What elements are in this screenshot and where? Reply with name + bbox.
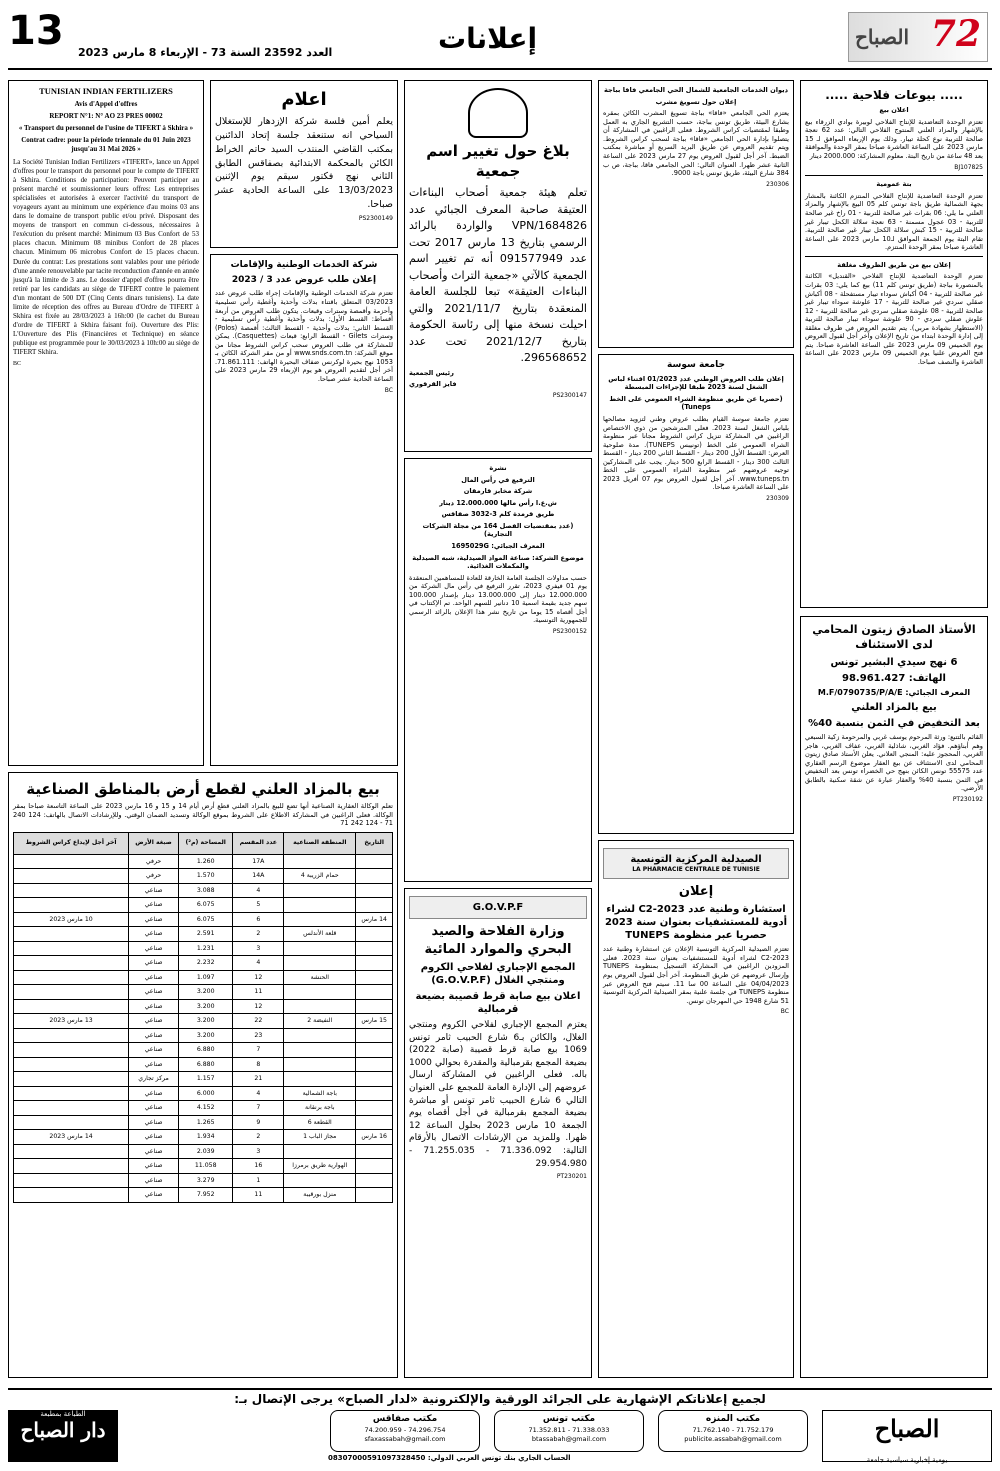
table-cell: 22 bbox=[233, 1014, 284, 1029]
table-cell bbox=[356, 1159, 393, 1174]
land-table bbox=[13, 832, 393, 1203]
table-cell bbox=[14, 1043, 129, 1058]
table-cell: 13 مارس 2023 bbox=[14, 1014, 129, 1029]
table-cell: 16 bbox=[233, 1159, 284, 1174]
table-cell: 1.097 bbox=[178, 970, 233, 985]
table-cell bbox=[284, 1028, 356, 1043]
table-cell bbox=[284, 854, 356, 869]
table-cell bbox=[284, 999, 356, 1014]
ad-subtitle: Avis d'Appel d'offres bbox=[74, 100, 138, 109]
ad-text: تعتزم الصيدلية المركزية التونسية الإعلان عن استشارة وطنية عدد C2-2023 لشراء أدوية للمستشفيات بعنوان سنة 2023. فعلى المزودين الراغبين في المشاركة التسجيل بمنظومة TUNEPS وإرسال عروضهم عن طريق المنظومة. آخر أجل لقبول العروض يوم 04/04/2023 على الساعة 00 سا 11. سيتم فتح العروض عبر منظومة TUNEPS في جلسة علنية بمقر الصيدلية المركزية التونسية 51 شارع 1948 حي المهرجان تونس. bbox=[603, 945, 790, 1005]
notice-object: موضوع الشركة: صناعة المواد الصيدلية، شبه الصيدلية والمكملات الغذائية. bbox=[412, 553, 584, 571]
ad-text: تعتزم شركة الخدمات الوطنية والإقامات إجراء طلب عروض عدد 03/2023 المتعلق باقتناء بدلات وأحذية وأغطية رأس تسليمية وأحزمة وأقمصة وسترات وقبعات. يتكون طلب العروض من أربعة أقساط: القسط الأول: بدلات وأحذية وأغطية رأس تسليمية - القسط الثاني: بدلات وأحذية - القسط الثالث: أقمصة (Polos) وسترات Gilets - القسط الرابع: قبعات (Casquettes). يمكن للمشاركة في طلب العروض سحب كراس الشروط مجانا من موقع الشركة: www.snds.com.tn أو من مقر الشركة الكائن بـ 1053 نهج بحيرة لوكرنس ضفاف البحيرة الهاتف: 71.861.111. آخر أجل لتقديم العروض هو يوم الإربعاء 29 مارس 2023 على الساعة الحادية عشر صباحا. bbox=[215, 289, 393, 383]
table-cell: 9 bbox=[233, 1115, 284, 1130]
table-cell: صناعي bbox=[129, 912, 179, 927]
table-cell: 7 bbox=[233, 1101, 284, 1116]
table-row bbox=[14, 1043, 393, 1058]
notice-address: طريق قرمدة كلم 3-3032 صفاقس bbox=[441, 510, 555, 519]
table-cell bbox=[284, 1144, 356, 1159]
table-cell bbox=[14, 1115, 129, 1130]
ad-ref: PT230192 bbox=[952, 796, 983, 804]
table-cell: الحنشة bbox=[284, 970, 356, 985]
table-cell bbox=[14, 898, 129, 913]
ad-tax-id: المعرف الجبائي: M.F/0790735/P/A/E bbox=[817, 687, 971, 697]
table-cell bbox=[14, 869, 129, 884]
table-cell: 3.200 bbox=[178, 985, 233, 1000]
table-cell bbox=[14, 1072, 129, 1087]
logo-number: 72 bbox=[930, 13, 981, 55]
table-cell: صناعي bbox=[129, 1101, 179, 1116]
page-header bbox=[8, 8, 992, 70]
table-cell: الهوارية طريق برمرزا bbox=[284, 1159, 356, 1174]
table-cell bbox=[284, 1173, 356, 1188]
table-row bbox=[14, 1130, 393, 1145]
table-cell: مجاز الباب 1 bbox=[284, 1130, 356, 1145]
ad-lawyer-auction bbox=[800, 616, 988, 1378]
table-cell: 11 bbox=[233, 985, 284, 1000]
ad-text: تعلم هيئة جمعية أصحاب البناءات العتيقة صاحبة المعرف الجبائي عدد VPN/1684826 والواردة بالرائد الرسمي بتاريخ 13 مارس 2017 تحت عدد 091577949 أنه تم تغيير اسم الجمعية كالآتي «جمعية التراث وأصحاب البناءات العتيقة» تبعا للجلسة العامة المنعقدة بتاريخ 2021/11/7 والتي احيلت نسخة منها إلى رئاسة الحكومة بتاريخ 2021/12/7 تحت عدد 296568652. bbox=[409, 186, 588, 364]
ad-subtitle: (حصريا عن طريق منظومة الشراء العمومي على الخط Tuneps) bbox=[609, 394, 783, 412]
table-cell: 15 مارس bbox=[356, 1014, 393, 1029]
office-menzah: مكتب المنزه 71.752.179 - 71.762.140 publicite.assabah@gmail.com bbox=[658, 1410, 808, 1452]
table-cell: 5 bbox=[233, 898, 284, 913]
ad-text: تعلم الوكالة العقارية الصناعية أنها تضع للبيع بالمزاد العلني قطع أرض أيام 14 و 15 و 16 مارس 2023 على الساعة التاسعة صباحا بمقر الوكالة. فعلى الراغبين في المشاركة الاطلاع على الشروط بموقع الوكالة وتسديد الضمان الوقتي. وللإرشادات الاتصال بالهاتف: 124 240 71 - 124 242 71 bbox=[13, 802, 393, 828]
table-cell: 6.000 bbox=[178, 1086, 233, 1101]
newspaper-logo bbox=[848, 12, 988, 62]
office-tunis: مكتب تونس 71.338.033 - 71.352.811 btassabah@gmail.com bbox=[494, 1410, 644, 1452]
table-row bbox=[14, 1028, 393, 1043]
table-cell bbox=[284, 1072, 356, 1087]
table-cell: منزل بورقيبة bbox=[284, 1188, 356, 1203]
table-cell: 1.934 bbox=[178, 1130, 233, 1145]
table-cell: 2.232 bbox=[178, 956, 233, 971]
ad-title: اعلام bbox=[281, 89, 327, 110]
table-cell: صناعي bbox=[129, 1188, 179, 1203]
table-cell: 1.231 bbox=[178, 941, 233, 956]
table-cell: 4 bbox=[233, 956, 284, 971]
page-number: 13 bbox=[8, 8, 64, 54]
table-cell: 11 bbox=[233, 1188, 284, 1203]
ad-text: تعتزم الوحدة التعاضدية للإنتاج الفلاحي لوبيرة بوادي الزرقاء بيع بالإشهار والمزاد العلني المنتوج الفلاحي التالي: عدد 62 نعجة صالحة للتربية نوع كحلة تيبار. وذلك يوم الإربعاء الموافق لـ 15 مارس 2023 على الساعة العاشرة صباحا بمقر الوحدة والموافقة بعد 48 ساعة من تاريخ البتة. معلوم المشاركة: 2000.000 دينار bbox=[805, 117, 984, 160]
ad-subtitle: بيع بالمزاد العلني bbox=[851, 702, 937, 714]
table-cell bbox=[356, 1144, 393, 1159]
table-row bbox=[14, 1014, 393, 1029]
table-cell bbox=[14, 1028, 129, 1043]
notice-text: حسب مداولات الجلسة العامة الخارقة للعادة للمساهمين المنعقدة يوم 01 فيفري 2023، تقرر الترفيع في رأس مال الشركة من 12.000.000 دينار إلى 13.000.000 دينار بإصدار 100.000 سهم جديد بقيمة اسمية 10 دنانير للسهم الواحد. تم الإكتتاب في أجل أقصاه 15 يوما من تاريخ نشر هذا الإعلان بالرائد الرسمي للجمهورية التونسية. bbox=[409, 573, 588, 625]
table-cell: 6.075 bbox=[178, 912, 233, 927]
ad-bankruptcy-notice bbox=[210, 80, 398, 248]
table-cell: 3.200 bbox=[178, 1014, 233, 1029]
ad-title: شركة الخدمات الوطنية والإقامات bbox=[230, 260, 378, 270]
table-cell: 6 bbox=[233, 912, 284, 927]
ad-subtitle: إعلان بيع من طريق الظروف مغلقة bbox=[837, 260, 951, 269]
divider bbox=[805, 256, 983, 257]
table-cell: صناعي bbox=[129, 1144, 179, 1159]
ad-object: « Transport du personnel de l'usine de TIFERT à Skhira » bbox=[18, 124, 194, 133]
table-cell bbox=[356, 970, 393, 985]
table-cell bbox=[356, 941, 393, 956]
ad-contract: Contrat cadre: pour la période triennale du 01 Juin 2023 jusqu'au 31 Mai 2026 » bbox=[21, 136, 191, 154]
table-cell: صناعي bbox=[129, 1115, 179, 1130]
table-row bbox=[14, 1101, 393, 1116]
table-cell bbox=[14, 1057, 129, 1072]
table-row bbox=[14, 999, 393, 1014]
table-row bbox=[14, 970, 393, 985]
ad-subtitle: اعلان بيع bbox=[879, 106, 909, 115]
ad-title: ..... بيوعات فلاحية ..... bbox=[825, 88, 963, 102]
table-cell bbox=[356, 999, 393, 1014]
ad-title: الأستاذ الصادق زيتون المحامي لدى الاستئناف bbox=[812, 623, 976, 651]
ad-text: تعتزم الوحدة التعاضدية للإنتاج الفلاحي المنتزم الكائنة بالمشار بجهة الشمالية طريق باجة تونس كلم 05 البيع بالإشهار والمزاد العلني ما يلي: 06 بقرات غير صالحة للتربية - 01 راخ غير صالحة للتربية - 03 عجول مسمنة - 63 نعجة سلالة الكحل تيبار غير صالحة للتربية - 15 كبش سلالة الكحل تيبار غير صالحة للتربية. تقام البتة يوم الجمعة الموافق لـ10 مارس 2023 على الساعة العاشرة صباحا بمقر الوحدة المنتزم. bbox=[805, 191, 984, 252]
table-cell bbox=[284, 883, 356, 898]
table-cell: صناعي bbox=[129, 898, 179, 913]
notice-subtitle: الترفيع في رأس المال bbox=[461, 475, 535, 484]
table-cell bbox=[14, 985, 129, 1000]
table-cell: القطعة 6 bbox=[284, 1115, 356, 1130]
table-cell: 4 bbox=[233, 1086, 284, 1101]
ad-title: ديوان الخدمات الجامعية للشمال الحي الجامعي فاقا بباجة bbox=[604, 86, 788, 94]
table-cell: 6.075 bbox=[178, 898, 233, 913]
ad-central-pharmacy bbox=[598, 840, 794, 1378]
ad-subtitle: استشارة وطنية عدد C2-2023 لشراء أدوية للمستشفيات بعنوان سنة 2023 حصريا عبر منظومة TUNEPS bbox=[604, 904, 788, 942]
table-cell: صناعي bbox=[129, 1086, 179, 1101]
table-cell: صناعي bbox=[129, 1173, 179, 1188]
table-row bbox=[14, 1086, 393, 1101]
ad-signature-title: رئيس الجمعية bbox=[409, 368, 454, 377]
ad-subtitle: اعلان بيع صابة قرط قصيبة بضيعة قرمبالية bbox=[415, 991, 581, 1016]
table-cell bbox=[356, 1173, 393, 1188]
table-cell: حرفي bbox=[129, 869, 179, 884]
ad-subtitle: إعلان حول تسويغ مشرب bbox=[655, 97, 737, 106]
ad-ref: PS2300152 bbox=[552, 628, 587, 635]
ad-address: 6 نهج سيدي البشير تونس bbox=[830, 656, 958, 668]
table-cell: 2.039 bbox=[178, 1144, 233, 1159]
table-cell bbox=[14, 854, 129, 869]
table-cell bbox=[284, 956, 356, 971]
table-cell bbox=[356, 854, 393, 869]
association-emblem-icon bbox=[468, 88, 528, 138]
table-cell: 14A bbox=[233, 869, 284, 884]
table-cell: صناعي bbox=[129, 941, 179, 956]
table-cell bbox=[356, 1072, 393, 1087]
ad-text: تعتزم جامعة سوسة القيام بطلب عروض وطني لتزويد مصالحها بلباس الشغل لسنة 2023. فعلى المترشحين من ذوي الاختصاص الراغبين في المشاركة تنزيل كراس الشروط مجانا عبر منظومة الشراء العمومي على الخط (تونيبس TUNEPS). مدة صلوحية العرض: القسط الأول 200 دينار - القسط الثاني 200 دينار - القسط الثالث 300 دينار - القسط الرابع 500 دينار. يجب على المشاركين توجيه عروضهم عبر منظومة الشراء العمومي على الخط www.tuneps.tn. آخر أجل لقبول العروض يوم 07 أفريل 2023 على الساعة العاشرة صباحا. bbox=[603, 414, 789, 492]
gvpf-logo: G.O.V.P.F bbox=[409, 896, 587, 919]
table-cell bbox=[14, 941, 129, 956]
footer-logo: الصباح يومية إخبارية سياسية جامعة bbox=[822, 1410, 992, 1462]
table-row bbox=[14, 898, 393, 913]
table-cell: قلعة الأندلس bbox=[284, 927, 356, 942]
section-title: إعلانات bbox=[438, 22, 538, 55]
ad-subtitle: إعلان طلب العروض الوطني عدد 01/2023 اقتناء لباس الشغل لسنة 2023 طبقا للإجراءات المبسطة bbox=[608, 374, 784, 392]
table-cell: 1 bbox=[233, 1173, 284, 1188]
ad-text: تعتزم الوحدة التعاضدية للإنتاج الفلاحي «القنديل» الكائنة بالمنصورة بباجة (طريق تونس كلم 11) بيع كما يلي: 03 بقرات غير صالحة للتربية - 04 أكباش سوداء تيبار مستفحلة - 08 أكباش صقلي سردي غير صالحة للتربية - 17 علوشة سوداء تيبار غير صالحة للتربية - 08 علوشة صقلي سردي غير صالحة للتربية - 12 علوش صقلي سردي - 90 علوشة سوداء تيبار صالحة للتربية (الاستظهار بشهادة مربي). يتم تقديم العروض في ظروف مغلقة إلى إدارة الوحدة ابتداء من تاريخ الإعلان وآخر أجل لقبول العروض يوم الخميس 09 مارس 2023 على الساعة العاشرة صباحا. يتم فتح العروض علنيا يوم الخميس 09 مارس 2023 على الساعة العاشرة والنصف صباحا. bbox=[805, 272, 984, 367]
table-cell: 3.200 bbox=[178, 999, 233, 1014]
table-cell bbox=[14, 999, 129, 1014]
ad-subtitle: إعلان طلب عروض عدد 3 / 2023 bbox=[231, 274, 377, 285]
table-cell: حمام الزريبة 4 bbox=[284, 869, 356, 884]
table-cell: 1.157 bbox=[178, 1072, 233, 1087]
table-row bbox=[14, 854, 393, 869]
logo-name: الصباح bbox=[855, 25, 910, 49]
table-cell: 2.591 bbox=[178, 927, 233, 942]
ad-ref: BC bbox=[384, 386, 393, 394]
table-cell: مركز تجاري bbox=[129, 1072, 179, 1087]
table-cell bbox=[356, 1043, 393, 1058]
bank-account: الحساب الجاري بنك تونس العربي الدولي: 08307000591097328450 bbox=[328, 1454, 571, 1462]
ad-university-canteen bbox=[598, 80, 794, 348]
table-cell bbox=[284, 898, 356, 913]
table-row bbox=[14, 1159, 393, 1174]
table-cell bbox=[14, 1144, 129, 1159]
ad-ref: 230306 bbox=[766, 180, 789, 188]
table-cell: 4 bbox=[233, 883, 284, 898]
table-cell bbox=[356, 869, 393, 884]
table-header-cell: آخر أجل لإيداع كراس الشروط bbox=[14, 832, 129, 854]
table-cell bbox=[356, 898, 393, 913]
table-cell bbox=[14, 1159, 129, 1174]
table-cell: 11.058 bbox=[178, 1159, 233, 1174]
table-cell bbox=[356, 883, 393, 898]
page-footer bbox=[8, 1388, 992, 1464]
table-cell: 1.260 bbox=[178, 854, 233, 869]
table-cell: صناعي bbox=[129, 1057, 179, 1072]
ad-association-rename bbox=[404, 80, 592, 452]
table-row bbox=[14, 927, 393, 942]
ad-subtitle: بتة عمومية bbox=[876, 180, 912, 189]
table-header bbox=[14, 832, 393, 854]
ad-phone: الهاتف: 98.961.427 bbox=[842, 672, 946, 684]
office-sfax: مكتب صفاقس 74.296.754 - 74.200.959 sfaxassabah@gmail.com bbox=[330, 1410, 480, 1452]
ad-ref: BJ107825 bbox=[954, 163, 983, 171]
table-cell: صناعي bbox=[129, 883, 179, 898]
table-cell: 6.880 bbox=[178, 1057, 233, 1072]
table-cell: 4.152 bbox=[178, 1101, 233, 1116]
issue-info: العدد 23592 السنة 73 - الإربعاء 8 مارس 2023 bbox=[78, 46, 333, 59]
table-cell: باجة الشمالية bbox=[284, 1086, 356, 1101]
ad-title: وزارة الفلاحة والصيد البحري والموارد المائية bbox=[424, 924, 572, 957]
pharmacy-logo: الصيدلية المركزية التونسية LA PHARMACIE CENTRALE DE TUNISIE bbox=[603, 848, 789, 879]
table-cell bbox=[14, 1101, 129, 1116]
table-cell: 6.880 bbox=[178, 1043, 233, 1058]
table-header-cell: المساحة (م²) bbox=[178, 832, 233, 854]
table-cell: صناعي bbox=[129, 927, 179, 942]
ad-industrial-land bbox=[8, 772, 398, 1378]
table-cell: 2 bbox=[233, 927, 284, 942]
notice-tax-id: المعرف الجبائي: 1695029G bbox=[451, 541, 545, 550]
table-row bbox=[14, 985, 393, 1000]
table-cell: 3.279 bbox=[178, 1173, 233, 1188]
ad-ref: BC bbox=[13, 360, 22, 367]
table-cell bbox=[14, 970, 129, 985]
table-cell bbox=[14, 1086, 129, 1101]
table-cell: صناعي bbox=[129, 1130, 179, 1145]
ad-agricultural-sales bbox=[800, 80, 988, 608]
notice-title: نشرة bbox=[489, 464, 507, 472]
table-cell: 3.088 bbox=[178, 883, 233, 898]
table-cell bbox=[284, 1057, 356, 1072]
table-cell bbox=[14, 1188, 129, 1203]
ad-company: TUNISIAN INDIAN FERTILIZERS bbox=[39, 86, 173, 96]
table-cell: صناعي bbox=[129, 970, 179, 985]
table-cell bbox=[356, 1115, 393, 1130]
ad-ref: 230309 bbox=[766, 495, 789, 502]
ad-university-sousse bbox=[598, 354, 794, 834]
table-cell: 7.952 bbox=[178, 1188, 233, 1203]
table-cell bbox=[284, 985, 356, 1000]
table-row bbox=[14, 869, 393, 884]
table-row bbox=[14, 912, 393, 927]
table-header-cell: صبغة الأرض bbox=[129, 832, 179, 854]
table-cell: 8 bbox=[233, 1057, 284, 1072]
table-row bbox=[14, 941, 393, 956]
table-cell: 3 bbox=[233, 941, 284, 956]
ad-ref: PS2300147 bbox=[552, 391, 587, 399]
table-row bbox=[14, 1057, 393, 1072]
ad-discount: بعد التخفيض في الثمن بنسبة 40% bbox=[808, 718, 980, 730]
table-cell: 23 bbox=[233, 1028, 284, 1043]
table-cell bbox=[356, 985, 393, 1000]
table-cell: صناعي bbox=[129, 1043, 179, 1058]
table-row bbox=[14, 1188, 393, 1203]
table-row bbox=[14, 956, 393, 971]
ad-national-services bbox=[210, 254, 398, 766]
notice-company: شركة مخابز قارمقان bbox=[463, 487, 533, 496]
table-cell: 14 مارس 2023 bbox=[14, 1130, 129, 1145]
table-header-cell: التاريخ bbox=[356, 832, 393, 854]
table-cell: 1.570 bbox=[178, 869, 233, 884]
table-header-cell: عدد المقسم bbox=[233, 832, 284, 854]
table-cell bbox=[356, 1057, 393, 1072]
table-cell bbox=[14, 956, 129, 971]
table-cell: حرفي bbox=[129, 854, 179, 869]
table-cell: صناعي bbox=[129, 985, 179, 1000]
ad-ref: PS2300149 bbox=[358, 214, 393, 222]
table-cell bbox=[356, 1101, 393, 1116]
table-cell: 3 bbox=[233, 1144, 284, 1159]
ad-subtitle: المجمع الإجباري لفلاحي الكروم ومنتجي الغلال (G.O.V.P.F) bbox=[420, 962, 576, 987]
table-cell: صناعي bbox=[129, 956, 179, 971]
table-cell: 17A bbox=[233, 854, 284, 869]
table-cell: صناعي bbox=[129, 999, 179, 1014]
footer-contact-line: لجميع إعلاناتكم الإشهارية على الجرائد الورقية والإلكترونية «لدار الصباح» يرجى الإتصال بـ: bbox=[234, 1392, 766, 1406]
table-row bbox=[14, 883, 393, 898]
ad-text: La Société Tunisian Indian Fertilizers «TIFERT», lance un Appel d'offres pour le transport du personnel pour le compte de TIFERT à Skhira. Conditions de participation: Peuvent participer au présent marché et soumissionner leurs offres: Les entreprises spécialisées et autorisées à exercer l'activité du transport de voyageurs ayant au minimum une expérience d'au moins 03 ans dans le domaine de transport public et/ou privé. Disposant des moyens de transport en commun ci-dessous, nécessaires à l'exécution du présent marché: Minimum 03 Bus Confort de 53 places chacun. Minimum 08 minibus Confort de 28 places chacun. Minimum 06 microbus Confort de 15 places chacun. Durée du contrat: Les prestations sont valables pour une période d'une année renouvelable par tacite reconduction d'année en année jusqu'à la limite de 3 ans. Le dossier d'appel d'offres pourra être retiré par les candidats au siège de TIFERT contre le paiement d'un montant de 500 DT (Cinq Cents dinars tunisiens). La date limite de réception des offres au Bureau d'Ordre de TIFERT à Skhira est fixée au 28/03/2023 à 16h:00 (le cachet du Bureau d'ordre de TIFERT à Skhira faisant foi). Ouverture des Plis: L'Ouverture des Plis (Financières et Technique) en séance publique est programmée pour le 30/03/2023 à 10h:00 au siège de TIFERT Skhira. bbox=[13, 157, 199, 357]
table-cell bbox=[14, 883, 129, 898]
table-row bbox=[14, 1115, 393, 1130]
table-cell bbox=[284, 941, 356, 956]
press-logo: الطباعة بمطبعة دار الصباح bbox=[8, 1410, 118, 1462]
table-cell: 10 مارس 2023 bbox=[14, 912, 129, 927]
table-cell: 14 مارس bbox=[356, 912, 393, 927]
ad-report: REPORT N°1: N° AO 23 PRES 00002 bbox=[49, 112, 163, 121]
table-cell: 12 bbox=[233, 970, 284, 985]
ad-tifert-tender bbox=[8, 80, 204, 766]
table-cell bbox=[14, 927, 129, 942]
table-cell bbox=[356, 1188, 393, 1203]
ad-gvpf bbox=[404, 888, 592, 1378]
table-cell bbox=[356, 956, 393, 971]
notice-capital: ش.ع.ا رأس مالها 12.000.000 دينار bbox=[439, 498, 557, 507]
ad-title: جامعة سوسة bbox=[667, 360, 725, 370]
table-row bbox=[14, 1144, 393, 1159]
ad-text: يعلم أمين فلسة شركة الإزدهار للإستغلال السياحي انه ستنعقد جلسة إتحاد الدائنين بمكتب القاضي المنتدب السيد حاتم الخراط الكائن بالمحكمة الابتدائية بصفاقس الطابق الثاني نهج فكتور سيقم يوم الإثنين 13/03/2023 على الساعة الحادية عشر صباحا. bbox=[215, 116, 393, 210]
table-body bbox=[14, 854, 393, 1202]
table-row bbox=[14, 1173, 393, 1188]
table-cell: صناعي bbox=[129, 1028, 179, 1043]
table-cell bbox=[356, 1086, 393, 1101]
ad-signature-name: فايز القرقوري bbox=[409, 380, 457, 389]
table-cell: النفيضة 2 bbox=[284, 1014, 356, 1029]
ad-ref: PT230201 bbox=[556, 1173, 587, 1181]
table-row bbox=[14, 1072, 393, 1087]
table-cell: باجة برنقانة bbox=[284, 1101, 356, 1116]
table-cell bbox=[284, 1043, 356, 1058]
table-cell: 21 bbox=[233, 1072, 284, 1087]
table-cell bbox=[356, 927, 393, 942]
table-cell bbox=[284, 912, 356, 927]
ad-ref: BC bbox=[780, 1008, 789, 1016]
table-cell: صناعي bbox=[129, 1159, 179, 1174]
ad-title: بلاغ حول تغيير اسم جمعية bbox=[426, 142, 570, 180]
divider bbox=[805, 175, 983, 176]
table-cell: 7 bbox=[233, 1043, 284, 1058]
ad-text: القائم بالتتبع: ورثة المرحوم يوسف غربي والمرحومة زكية السبعي وهم أبناؤهم. فؤاد الغربي، شاذلية الغربي، عفاف الغربي، هاجر الغربي، المحجوز عليه: المنجي العلاني. يعلن الأستاذ صادق زيتون المحامي لدى الاستئناف عن بيع العقار موضوع الرسم العقاري عدد 55575 تونس الكائن بنهج حي الخضراء تونس بعد التخفيض في الثمن بنسبة 40% والعقار عبارة عن شقة سكنية بالطابق الأرضي. bbox=[805, 733, 983, 793]
ad-title: بيع بالمزاد العلني لقطع أرض بالمناطق الصناعية bbox=[26, 780, 380, 798]
table-header-cell: المنطقة الصناعية bbox=[284, 832, 356, 854]
table-cell: 1.265 bbox=[178, 1115, 233, 1130]
ad-title: إعلان bbox=[678, 883, 714, 899]
ad-capital-increase bbox=[404, 458, 592, 882]
table-cell: 3.200 bbox=[178, 1028, 233, 1043]
table-cell bbox=[356, 1028, 393, 1043]
ad-text: يعتزم الحي الجامعي «فاقا» بباجة تسويغ المشرب الكائن بمقره بشارع البيئة، طريق تونس بباجة، حسب التشريع الجاري به العمل وطبقا لمقتضيات كراس الشروط. فعلى الراغبين في المشاركة أن يتصلوا بإدارة الحي الجامعي «فاقا» بباجة لسحب كراس الشروط. ويتم تقديم العروض عن طريق البريد السريع أو مباشرة بمكتب الضبط. آخر أجل لقبول العروض يوم 27 مارس 2023 على الساعة الثانية عشر ظهرا. العنوان التالي: الحي الجامعي فاقا، بباجة، ص ب 384 شارع البيئة، طريق تونس باجة 9000. bbox=[603, 109, 789, 178]
table-cell: صناعي bbox=[129, 1014, 179, 1029]
table-cell bbox=[14, 1173, 129, 1188]
ad-text: يعتزم المجمع الإجباري لفلاحي الكروم ومنتجي الغلال، والكائن بـ6 شارع الحبيب ثامر تونس 1069 بيع صابة قرط قصيبة (صابة 2022) بضيعة المجمع بقرمبالية والمقدرة بحوالي 1000 باله. فعلى الراغبين في المشاركة ارسال عروضهم إلى الإدارة العامة للمجمع على العنوان التالي 6 شارع الحبيب ثامر تونس أو مباشرة بضيعة المجمع بقرمبالية في أجل أقصاه يوم الجمعة 10 مارس 2023 بحلول الساعة 12 ظهرا. وللمزيد من الإرشادات الاتصال بالأرقام التالية: 71.336.092 - 71.255.035 - 29.954.980 bbox=[409, 1020, 588, 1169]
table-cell: 12 bbox=[233, 999, 284, 1014]
notice-registration: (عدد بمقتضيات الفصل 164 من مجلة الشركات التجارية) bbox=[422, 521, 574, 539]
table-cell: 2 bbox=[233, 1130, 284, 1145]
table-cell: 16 مارس bbox=[356, 1130, 393, 1145]
